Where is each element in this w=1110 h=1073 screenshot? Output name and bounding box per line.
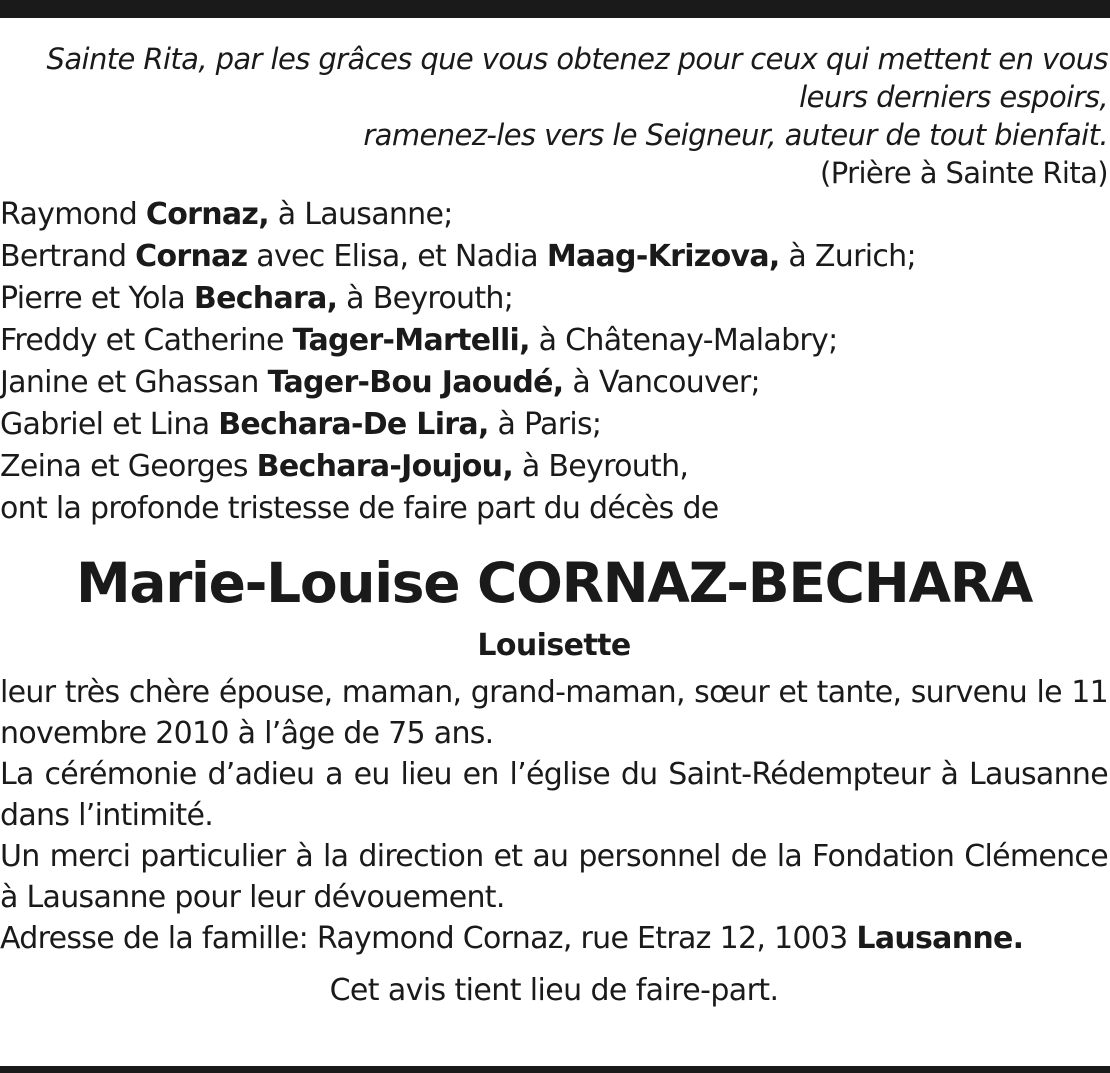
family-member-line <box>0 404 1108 446</box>
family-surname: Bechara-Joujou, <box>256 449 514 484</box>
address-text: Adresse de la famille: Raymond Cornaz, rue Etraz 12, 1003 <box>0 921 857 956</box>
death-notice <box>0 40 1108 1011</box>
epigraph-line: Sainte Rita, par les grâces que vous obtenez pour ceux qui mettent en vous <box>46 42 1108 76</box>
family-surname: Maag-Krizova, <box>546 239 780 274</box>
notice-body <box>0 672 1108 959</box>
family-city: à Paris; <box>488 407 602 442</box>
family-member-line <box>0 362 1108 404</box>
family-first-names: Zeina et Georges <box>0 449 257 484</box>
family-city: à Lausanne; <box>268 197 453 232</box>
family-first-names: Gabriel et Lina <box>0 407 219 442</box>
family-surname: Tager-Bou Jaoudé, <box>267 365 564 400</box>
family-member-line <box>0 446 1108 488</box>
prayer-epigraph <box>0 40 1108 192</box>
address-city: Lausanne. <box>856 921 1024 956</box>
family-first-names: Janine et Ghassan <box>0 365 268 400</box>
family-surname: Cornaz <box>135 239 248 274</box>
family-city: à Zurich; <box>779 239 916 274</box>
deceased-nickname: Louisette <box>477 628 631 663</box>
family-member-line <box>0 320 1108 362</box>
family-member-line <box>0 278 1108 320</box>
family-city: à Beyrouth, <box>513 449 689 484</box>
family-city: à Vancouver; <box>563 365 760 400</box>
family-surname: Cornaz, <box>145 197 269 232</box>
closing-note: Cet avis tient lieu de faire-part. <box>329 973 779 1008</box>
top-border-rule <box>0 0 1110 18</box>
family-address-paragraph <box>0 918 1108 959</box>
family-first-names: avec Elisa, et Nadia <box>247 239 547 274</box>
ceremony-paragraph: La cérémonie d’adieu a eu lieu en l’église du Saint-Rédempteur à Lausanne dans l’intimité. <box>0 757 1108 833</box>
death-details-paragraph: leur très chère épouse, maman, grand-maman, sœur et tante, survenu le 11 novembre 2010 à l’âge de 75 ans. <box>0 675 1108 751</box>
family-member-line <box>0 194 1108 236</box>
family-city: à Châtenay-Malabry; <box>529 323 838 358</box>
family-first-names: Bertrand <box>0 239 136 274</box>
epigraph-source: (Prière à Sainte Rita) <box>820 156 1108 190</box>
family-surname: Tager-Martelli, <box>292 323 530 358</box>
family-surname: Bechara-De Lira, <box>218 407 489 442</box>
bottom-border-rule <box>0 1066 1110 1073</box>
epigraph-line: leurs derniers espoirs, <box>799 80 1108 114</box>
family-city: à Beyrouth; <box>337 281 514 316</box>
epigraph-line: ramenez-les vers le Seigneur, auteur de tout bienfait. <box>363 118 1108 152</box>
deceased-name: Marie-Louise CORNAZ-BECHARA <box>75 551 1033 615</box>
family-surname: Bechara, <box>193 281 338 316</box>
announcement-line: ont la profonde tristesse de faire part du décès de <box>0 491 719 526</box>
family-first-names: Freddy et Catherine <box>0 323 293 358</box>
family-first-names: Pierre et Yola <box>0 281 194 316</box>
family-first-names: Raymond <box>0 197 146 232</box>
family-list <box>0 194 1108 530</box>
family-member-line <box>0 236 1108 278</box>
thanks-paragraph: Un merci particulier à la direction et au personnel de la Fondation Clémence à Lausanne pour leur dévouement. <box>0 839 1108 915</box>
